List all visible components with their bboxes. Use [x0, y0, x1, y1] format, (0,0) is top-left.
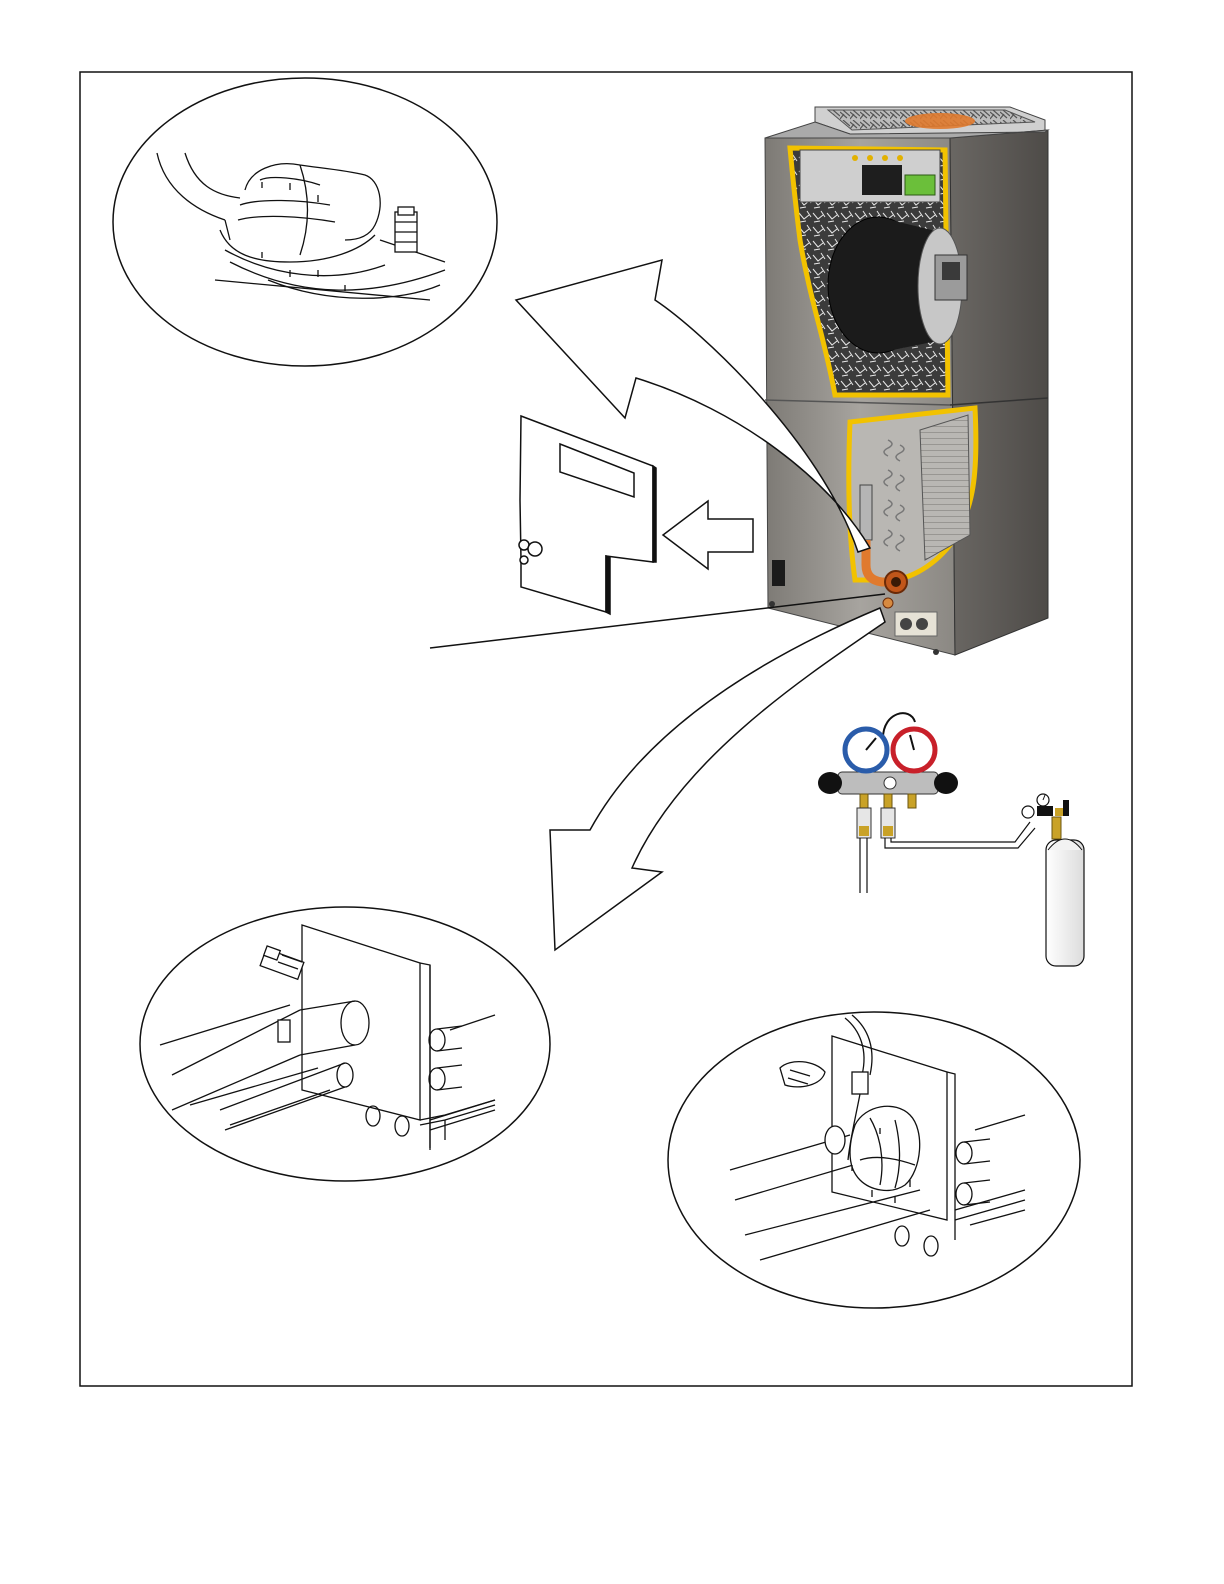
callout-tube-cap [140, 907, 550, 1181]
callout-wet-rag [113, 78, 497, 366]
manifold-gauge-icon [818, 713, 1035, 893]
callout-brazing [668, 1012, 1080, 1308]
evaporator-coil [920, 415, 970, 560]
air-handler-unit [765, 107, 1048, 655]
cabinet-side [950, 130, 1048, 655]
liquid-stub [883, 598, 893, 608]
remove-panel-arrow [663, 501, 753, 569]
access-panel-icon [519, 416, 656, 614]
txv-body [860, 485, 872, 540]
tank-body [1046, 840, 1084, 966]
nitrogen-cylinder-icon [1022, 794, 1084, 966]
